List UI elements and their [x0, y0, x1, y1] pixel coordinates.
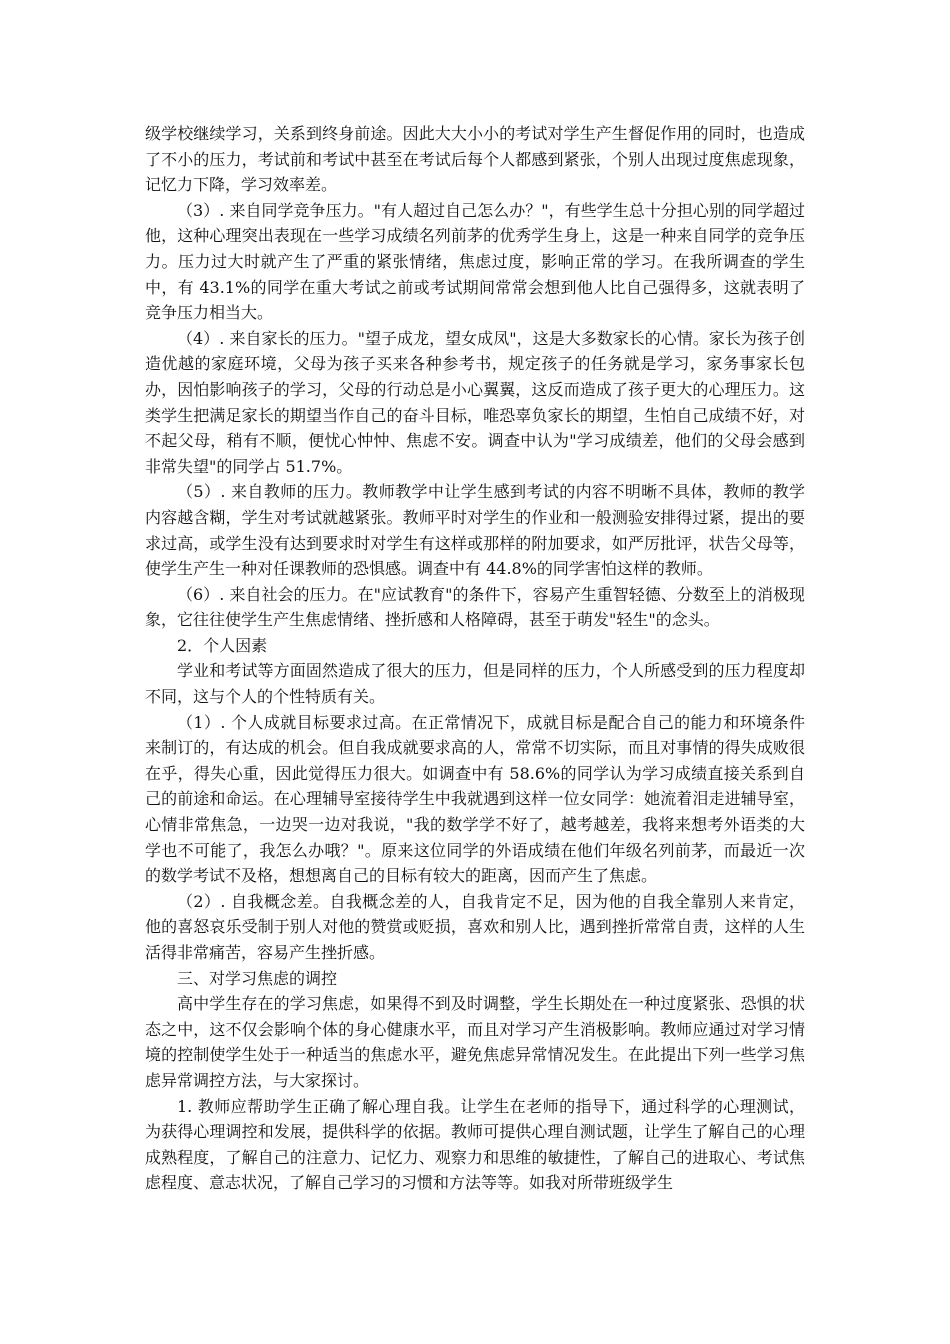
- paragraph-3: （4）. 来自家长的压力。"望子成龙，望女成凤"，这是大多数家长的心情。家长为孩子创造优越的家庭环境，父母为孩子买来各种参考书，规定孩子的任务就是学习，家务事家长包办，因怕影响孩子的学习，父母的行动总是小心翼翼，这反而造成了孩子更大的心理压力。这类学生把满足家长的期望当作自己的奋斗目标，唯恐辜负家长的期望，生怕自己成绩不好，对不起父母，稍有不顺，便忧心忡忡、焦虑不安。调查中认为"学习成绩差，他们的父母会感到非常失望"的同学占 51.7%。: [145, 328, 805, 476]
- paragraph-4: （5）. 来自教师的压力。教师教学中让学生感到考试的内容不明晰不具体，教师的教学内容越含糊，学生对考试就越紧张。教师平时对学生的作业和一般测验安排得过紧，提出的要求过高，或学生没有达到要求时对学生有这样或那样的附加要求，如严厉批评，状告父母等，使学生产生一种对任课教师的恐惧感。调查中有 44.8%的同学害怕这样的教师。: [145, 482, 805, 579]
- paragraph-5: （6）. 来自社会的压力。在"应试教育"的条件下，容易产生重智轻德、分数至上的消极现象，它往往使学生产生焦虑情绪、挫折感和人格障碍，甚至于萌发"轻生"的念头。: [145, 584, 805, 630]
- paragraph-7: 学业和考试等方面固然造成了很大的压力，但是同样的压力，个人所感受到的压力程度却不同，这与个人的个性特质有关。: [145, 661, 805, 707]
- paragraph-1: 级学校继续学习，关系到终身前途。因此大大小小的考试对学生产生督促作用的同时，也造成了不小的压力，考试前和考试中甚至在考试后每个人都感到紧张，个别人出现过度焦虑现象，记忆力下降，学习效率差。: [145, 124, 805, 195]
- paragraph-11: 高中学生存在的学习焦虑，如果得不到及时调整，学生长期处在一种过度紧张、恐惧的状态之中，这不仅会影响个体的身心健康水平，而且对学习产生消极影响。教师应通过对学习情境的控制使学生处于一种适当的焦虑水平，避免焦虑异常情况发生。在此提出下列一些学习焦虑异常调控方法，与大家探讨。: [145, 994, 805, 1090]
- section-heading-personal-factors: 2．个人因素: [177, 635, 268, 655]
- paragraph-8: （1）. 个人成就目标要求过高。在正常情况下，成就目标是配合自己的能力和环境条件来制订的，有达成的机会。但自我成就要求高的人，常常不切实际，而且对事情的得失成败很在乎，得失心重，因此觉得压力很大。如调查中有 58.6%的同学认为学习成绩直接关系到自己的前途和命运。在心理辅导室接待学生中我就遇到这样一位女同学：她流着泪走进辅导室，心情非常焦急，一边哭一边对我说，"我的数学学不好了，越考越差，我将来想考外语类的大学也不可能了，我怎么办哦？"。原来这位同学的外语成绩在他们年级名列前茅，而最近一次的数学考试不及格，想想离自己的目标有较大的距离，因而产生了焦虑。: [145, 712, 805, 886]
- paragraph-9: （2）. 自我概念差。自我概念差的人，自我肯定不足，因为他的自我全靠别人来肯定，他的喜怒哀乐受制于别人对他的赞赏或贬损，喜欢和别人比，遇到挫折常常自责，这样的人生活得非常痛苦，容易产生挫折感。: [145, 891, 805, 962]
- paragraph-2: （3）. 来自同学竞争压力。"有人超过自己怎么办？"，有些学生总十分担心别的同学超过他，这种心理突出表现在一些学习成绩名列前茅的优秀学生身上，这是一种来自同学的竞争压力。压力过大时就产生了严重的紧张情绪，焦虑过度，影响正常的学习。在我所调查的学生中，有 43.1%的同学在重大考试之前或考试期间常常会想到他人比自己强得多，这就表明了竞争压力相当大。: [145, 200, 805, 323]
- section-heading-regulation: 三、对学习焦虑的调控: [177, 968, 338, 988]
- paragraph-12: 1. 教师应帮助学生正确了解心理自我。让学生在老师的指导下，通过科学的心理测试，为获得心理调控和发展，提供科学的依据。教师可提供心理自测试题，让学生了解自己的心理成熟程度，了解自己的注意力、记忆力、观察力和思维的敏捷性，了解自己的进取心、考试焦虑程度、意志状况，了解自己学习的习惯和方法等等。如我对所带班级学生: [145, 1096, 805, 1193]
- document-page: [145, 121, 805, 1196]
